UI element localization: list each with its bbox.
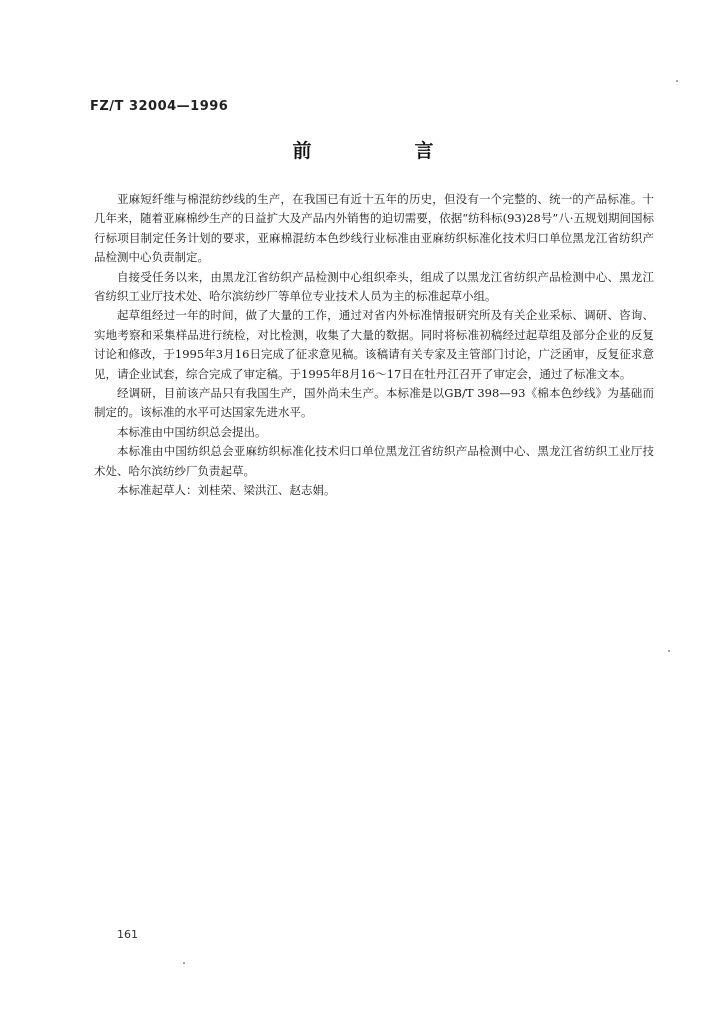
page-number: 161 [117,928,138,941]
paragraph-basis: 经调研，目前该产品只有我国生产，国外尚未生产。本标准是以GB/T 398—93《棉本色纱线》为基础而制定的。该标准的水平可达国家先进水平。 [94,386,654,420]
foreword-body [94,190,654,501]
scan-speck [183,962,185,964]
scan-speck [668,650,670,652]
paragraph-proposed-by: 本标准由中国纺织总会提出。 [117,424,267,439]
page-title: 前 言 [292,140,476,162]
paragraph-background: 亚麻短纤维与棉混纺纱线的生产，在我国已有近十五年的历史，但没有一个完整的、统一的产品标准。十几年来，随着亚麻棉纱生产的日益扩大及产品内外销售的迫切需要，依据“纺科标(93)28号”八·五规划期间国标行标项目制定任务计划的要求，亚麻棉混纺本色纱线行业标准由亚麻纺织标准化技术归口单位黑龙江省纺织产品检测中心负责制定。 [94,192,654,265]
standard-code: FZ/T 32004—1996 [90,99,229,114]
paragraph-drafted-by-units: 本标准由中国纺织总会亚麻纺织标准化技术归口单位黑龙江省纺织产品检测中心、黑龙江省纺织工业厅技术处、哈尔滨纺纱厂负责起草。 [94,444,654,478]
paragraph-drafting-process: 起草组经过一年的时间，做了大量的工作，通过对省内外标准情报研究所及有关企业采标、调研、咨询、实地考察和采集样品进行统检，对比检测，收集了大量的数据。同时将标准初稿经过起草组及部分企业的反复讨论和修改，于1995年3月16日完成了征求意见稿。该稿请有关专家及主管部门讨论，广泛函审，反复征求意见，请企业试套，综合完成了审定稿。于1995年8月16～17日在牡丹江召开了审定会，通过了标准文本。 [94,308,654,381]
scan-speck [676,80,678,82]
paragraph-drafting-group: 自接受任务以来，由黑龙江省纺织产品检测中心组织牵头，组成了以黑龙江省纺织产品检测中心、黑龙江省纺织工业厅技术处、哈尔滨纺纱厂等单位专业技术人员为主的标准起草小组。 [94,269,654,304]
paragraph-drafters: 本标准起草人：刘桂荣、梁洪江、赵志娟。 [117,483,336,498]
